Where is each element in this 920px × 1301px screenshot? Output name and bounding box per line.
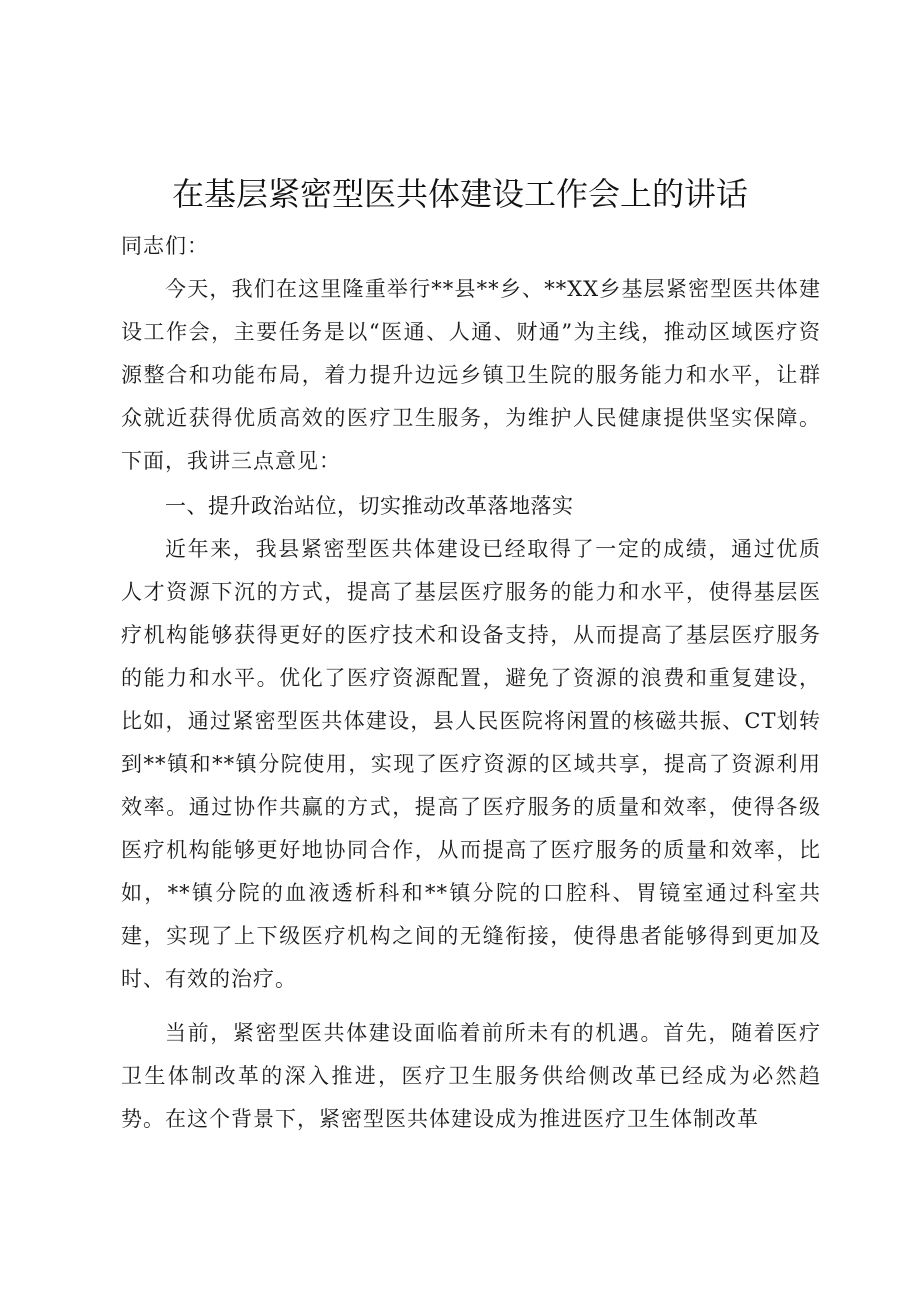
paragraph-achievements: 近年来，我县紧密型医共体建设已经取得了一定的成绩，通过优质人才资源下沉的方式，提高了基层医疗服务的能力和水平，使得基层医疗机构能够获得更好的医疗技术和设备支持，从而提高了基层医疗服务的能力和水平。优化了医疗资源配置，避免了资源的浪费和重复建设，比如，通过紧密型医共体建设，县人民医院将闲置的核磁共振、CT划转到**镇和**镇分院使用，实现了医疗资源的区域共享，提高了资源利用效率。通过协作共赢的方式，提高了医疗服务的质量和效率，使得各级医疗机构能够更好地协同合作，从而提高了医疗服务的质量和效率，比如，**镇分院的血液透析科和**镇分院的口腔科、胃镜室通过科室共建，实现了上下级医疗机构之间的无缝衔接，使得患者能够得到更加及时、有效的治疗。 xyxy=(121,537,821,991)
paragraph-opportunities: 当前，紧密型医共体建设面临着前所未有的机遇。首先，随着医疗卫生体制改革的深入推进，医疗卫生服务供给侧改革已经成为必然趋势。在这个背景下，紧密型医共体建设成为推进医疗卫生体制改革 xyxy=(121,1021,821,1131)
salutation: 同志们： xyxy=(121,234,209,258)
document-title: 在基层紧密型医共体建设工作会上的讲话 xyxy=(171,175,748,213)
section-heading-1: 一、提升政治站位，切实推动改革落地落实 xyxy=(165,494,574,518)
paragraph-intro: 今天，我们在这里隆重举行**县**乡、**XX乡基层紧密型医共体建设工作会，主要任务是以“医通、人通、财通”为主线，推动区域医疗资源整合和功能布局，着力提升边远乡镇卫生院的服务能力和水平，让群众就近获得优质高效的医疗卫生服务，为维护人民健康提供坚实保障。下面，我讲三点意见： xyxy=(121,277,821,473)
